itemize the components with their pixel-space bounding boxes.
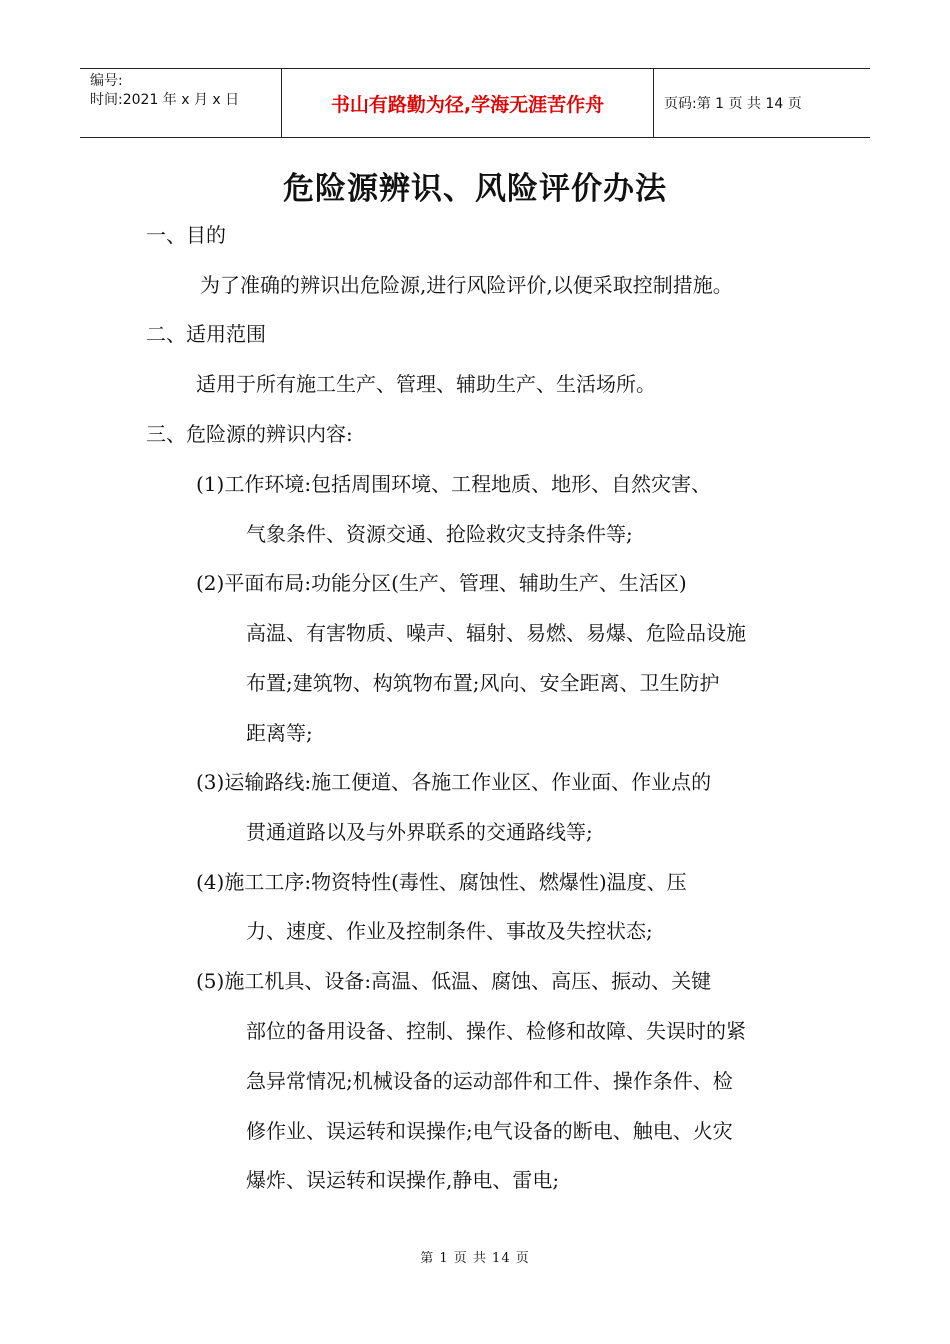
list-item-line: 贯通道路以及与外界联系的交通路线等; bbox=[246, 820, 593, 844]
header-left-cell bbox=[80, 69, 282, 137]
list-item-line: (2)平面布局:功能分区(生产、管理、辅助生产、生活区) bbox=[196, 571, 687, 595]
paragraph-line: 为了准确的辨识出危险源,进行风险评价,以便采取控制措施。 bbox=[200, 273, 733, 297]
section-heading: 三、危险源的辨识内容: bbox=[146, 422, 353, 446]
list-item-line: (3)运输路线:施工便道、各施工作业区、作业面、作业点的 bbox=[196, 770, 712, 794]
motto: 书山有路勤为径,学海无涯苦作舟 bbox=[282, 69, 654, 137]
list-item-line: (5)施工机具、设备:高温、低温、腐蚀、高压、振动、关键 bbox=[196, 969, 712, 993]
header-table bbox=[80, 68, 870, 138]
date-label: 时间:2021 年 x 月 x 日 bbox=[90, 92, 240, 108]
list-item-line: 气象条件、资源交通、抢险救灾支持条件等; bbox=[246, 522, 633, 546]
paragraph-line: 适用于所有施工生产、管理、辅助生产、生活场所。 bbox=[196, 372, 656, 396]
list-item-line: 急异常情况;机械设备的运动部件和工件、操作条件、检 bbox=[246, 1069, 733, 1093]
page-info: 页码:第 1 页 共 14 页 bbox=[664, 96, 802, 112]
list-item-line: (1)工作环境:包括周围环境、工程地质、地形、自然灾害、 bbox=[196, 472, 712, 496]
list-item-line: 修作业、误运转和误操作;电气设备的断电、触电、火灾 bbox=[246, 1119, 733, 1143]
list-item-line: 部位的备用设备、控制、操作、检修和故障、失误时的紧 bbox=[246, 1019, 746, 1043]
list-item-line: 距离等; bbox=[246, 721, 313, 745]
section-heading: 一、目的 bbox=[146, 223, 226, 247]
list-item-line: (4)施工工序:物资特性(毒性、腐蚀性、燃爆性)温度、压 bbox=[196, 870, 687, 894]
document-title: 危险源辨识、风险评价办法 bbox=[283, 171, 667, 207]
list-item-line: 爆炸、误运转和误操作,静电、雷电; bbox=[246, 1168, 560, 1192]
number-label: 编号: bbox=[90, 73, 123, 89]
section-heading: 二、适用范围 bbox=[146, 322, 266, 346]
list-item-line: 布置;建筑物、构筑物布置;风向、安全距离、卫生防护 bbox=[246, 671, 720, 695]
list-item-line: 力、速度、作业及控制条件、事故及失控状态; bbox=[246, 919, 653, 943]
list-item-line: 高温、有害物质、噪声、辐射、易燃、易爆、危险品设施 bbox=[246, 621, 746, 645]
page-footer: 第 1 页 共 14 页 bbox=[420, 1251, 530, 1266]
